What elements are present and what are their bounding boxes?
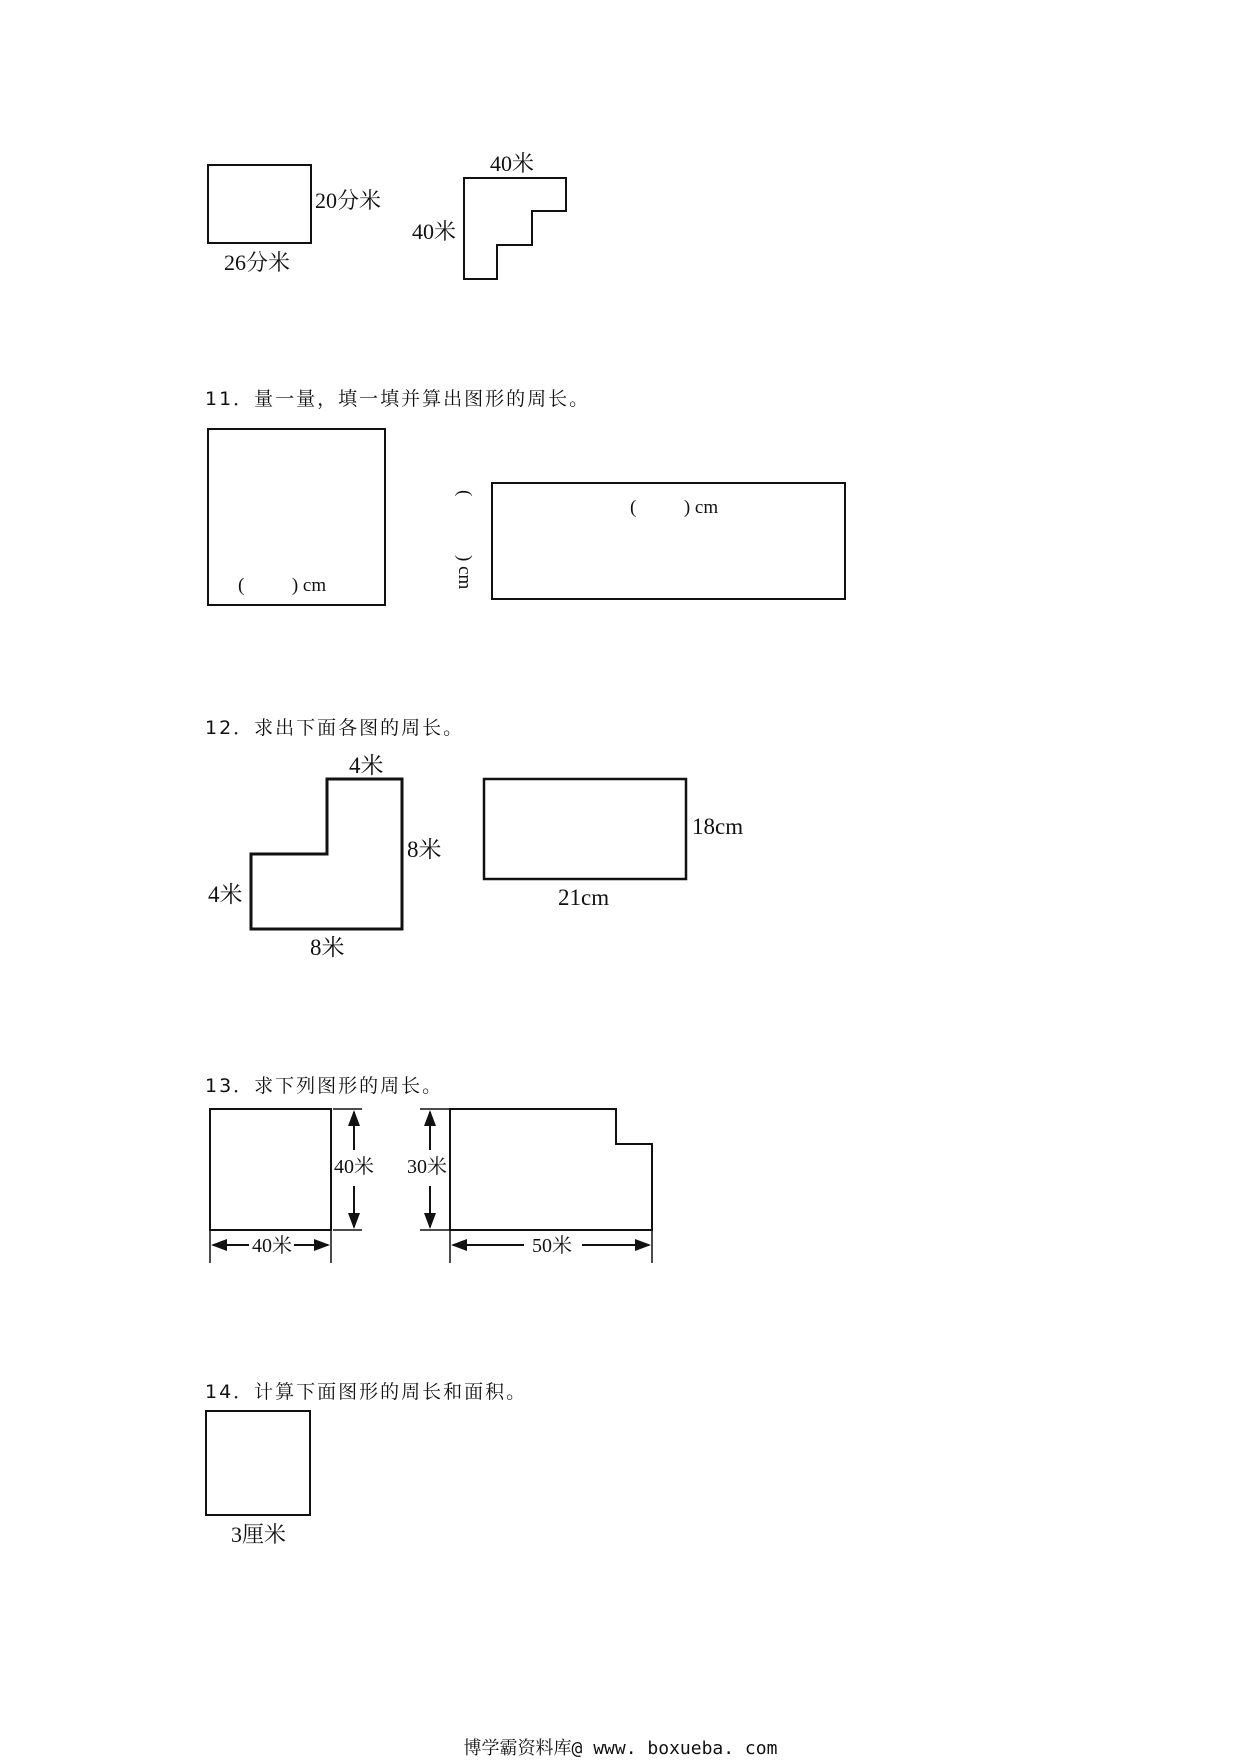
q13-square-arrow-right-icon bbox=[314, 1239, 330, 1251]
q12-rect-height-label: 18cm bbox=[692, 814, 744, 839]
q10-rect-height-label: 20分米 bbox=[315, 188, 382, 213]
q11-title: 11．量一量，填一填并算出图形的周长。 bbox=[205, 388, 591, 410]
q12-l-left-label: 4米 bbox=[208, 882, 243, 907]
q13-notched-figure bbox=[407, 1109, 652, 1263]
q14-title: 14．计算下面图形的周长和面积。 bbox=[205, 1381, 528, 1403]
q12-l-shape bbox=[251, 779, 402, 929]
q10-stair-top-label: 40米 bbox=[490, 151, 535, 176]
q12-l-right-label: 8米 bbox=[407, 837, 442, 862]
q13-notched-height-label: 30米 bbox=[407, 1156, 447, 1178]
q12-title: 12．求出下面各图的周长。 bbox=[205, 717, 465, 739]
q13-square-arrow-down-icon bbox=[348, 1213, 360, 1229]
q12-l-top-label: 4米 bbox=[349, 753, 384, 778]
q11-rect-side-close: ) cm bbox=[454, 555, 475, 590]
q11-square-blank: ( ) cm bbox=[238, 575, 327, 596]
q13-square-arrow-up-icon bbox=[348, 1110, 360, 1126]
q10-staircase-shape bbox=[464, 178, 566, 279]
q13-title: 13．求下列图形的周长。 bbox=[205, 1075, 444, 1097]
q10-rectangle bbox=[208, 165, 311, 243]
q13-square-arrow-left-icon bbox=[211, 1239, 227, 1251]
q11-rect-top-blank: ( ) cm bbox=[630, 497, 719, 518]
q13-notched-arrow-right-icon bbox=[635, 1239, 651, 1251]
q13-notched-shape bbox=[450, 1109, 652, 1230]
q10-stair-left-label: 40米 bbox=[412, 219, 457, 244]
q13-notched-arrow-up-icon bbox=[424, 1110, 436, 1126]
q10-rect-width-label: 26分米 bbox=[224, 250, 291, 275]
q14-square-side-label: 3厘米 bbox=[231, 1522, 287, 1547]
q12-rect-width-label: 21cm bbox=[558, 885, 610, 910]
q13-square-figure bbox=[210, 1109, 374, 1263]
q13-square bbox=[210, 1109, 331, 1230]
q11-rect-side-open: ( bbox=[454, 490, 475, 497]
q12-l-bottom-label: 8米 bbox=[310, 935, 345, 960]
q13-square-width-label: 40米 bbox=[252, 1235, 292, 1257]
q13-square-height-label: 40米 bbox=[334, 1156, 374, 1178]
q14-square bbox=[206, 1411, 310, 1515]
footer-watermark: 博学霸资料库@ www. boxueba. com bbox=[463, 1738, 778, 1759]
q13-notched-arrow-left-icon bbox=[451, 1239, 467, 1251]
q12-rectangle bbox=[484, 779, 686, 879]
q13-notched-arrow-down-icon bbox=[424, 1213, 436, 1229]
q13-notched-width-label: 50米 bbox=[532, 1235, 572, 1257]
